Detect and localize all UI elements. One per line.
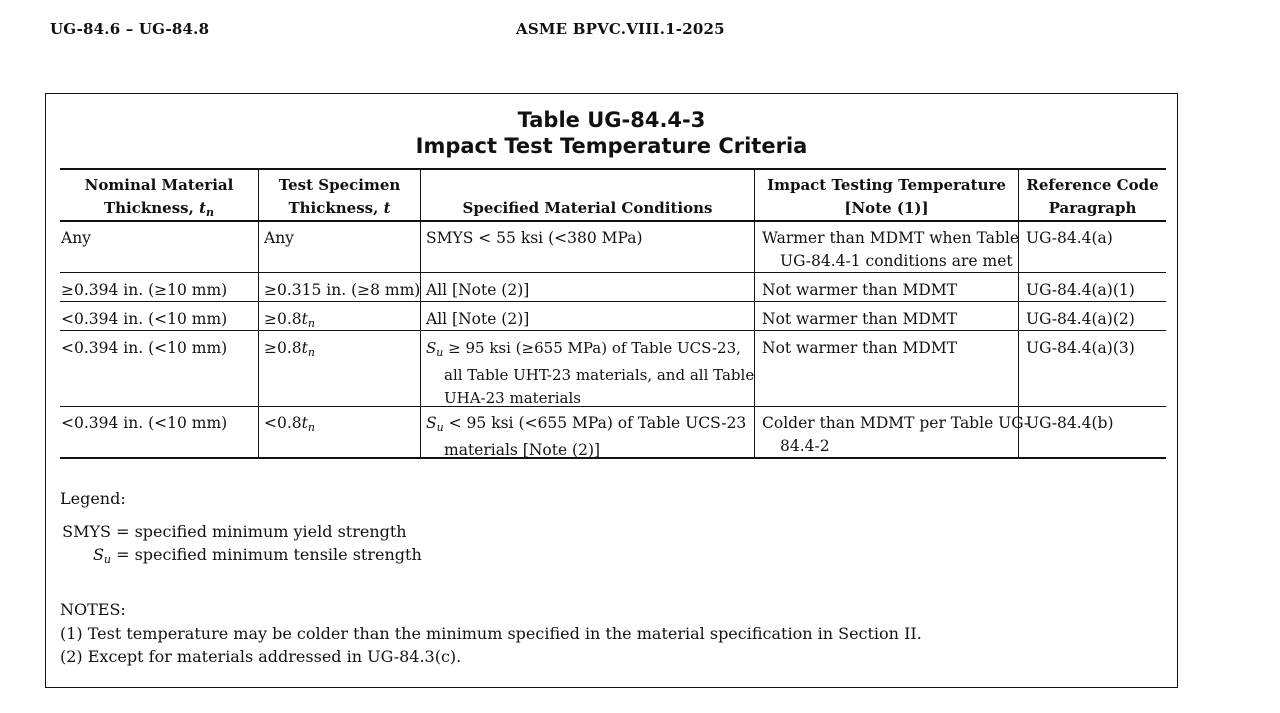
running-header-left: UG-84.6 – UG-84.8 (50, 20, 210, 38)
running-header-center: ASME BPVC.VIII.1-2025 (516, 20, 725, 38)
cell-reference: UG-84.4(b) (1026, 414, 1114, 432)
table-number: Table UG-84.4-3 (517, 108, 706, 132)
table-frame (45, 93, 1178, 688)
cell-conditions: All [Note (2)] (426, 281, 530, 299)
legend-entry-smys: SMYS = specified minimum yield strength (62, 522, 407, 541)
cell-specimen: Any (264, 229, 294, 247)
cell-nominal: <0.394 in. (<10 mm) (61, 310, 228, 328)
legend-entry-su: $S_u$ = specified minimum tensile strength (92, 545, 422, 566)
notes-heading: NOTES: (60, 600, 126, 619)
column-header-reference: Reference Code Paragraph (1026, 176, 1159, 217)
cell-specimen: $\ge 0.8t_n$ (264, 339, 315, 359)
column-header-nominal-thickness: Nominal Material Thickness, $t_n$ (84, 176, 234, 219)
cell-nominal: <0.394 in. (<10 mm) (61, 339, 228, 357)
cell-specimen: $\ge 0.8t_n$ (264, 310, 315, 330)
cell-conditions: $S_u < 95$ ksi (<655 MPa) of Table UCS-23 materials [Note (2)] (426, 414, 747, 459)
cell-specimen: $<0.8t_n$ (264, 414, 315, 434)
cell-nominal: Any (61, 229, 91, 247)
cell-conditions: All [Note (2)] (426, 310, 530, 328)
cell-temperature: Not warmer than MDMT (762, 310, 958, 328)
cell-temperature: Not warmer than MDMT (762, 281, 958, 299)
cell-conditions: $S_u \ge 95$ ksi (≥655 MPa) of Table UCS-23, all Table UHT-23 materials, and all Table UHA-23 materials (426, 339, 755, 407)
cell-conditions: SMYS < 55 ksi (<380 MPa) (426, 229, 643, 247)
column-header-specimen-thickness: Test Specimen Thickness, t (278, 176, 401, 217)
note-1: (1) Test temperature may be colder than the minimum specified in the material specification in Section II. (60, 624, 922, 643)
table-title: Impact Test Temperature Criteria (415, 134, 808, 158)
cell-temperature: Colder than MDMT per Table UG-84.4-2 (762, 414, 1030, 455)
cell-specimen: ≥0.315 in. (≥8 mm) (264, 281, 421, 299)
cell-reference: UG-84.4(a) (1026, 229, 1113, 247)
cell-nominal: ≥0.394 in. (≥10 mm) (61, 281, 228, 299)
cell-reference: UG-84.4(a)(2) (1026, 310, 1135, 328)
note-2: (2) Except for materials addressed in UG-84.3(c). (60, 647, 462, 666)
table-top-rule (60, 168, 1166, 170)
column-header-temperature: Impact Testing Temperature [Note (1)] (767, 176, 1006, 217)
cell-reference: UG-84.4(a)(3) (1026, 339, 1135, 357)
cell-reference: UG-84.4(a)(1) (1026, 281, 1135, 299)
cell-temperature: Not warmer than MDMT (762, 339, 958, 357)
cell-nominal: <0.394 in. (<10 mm) (61, 414, 228, 432)
column-header-conditions: Specified Material Conditions (462, 199, 713, 217)
cell-temperature: Warmer than MDMT when Table UG-84.4-1 conditions are met (762, 229, 1019, 270)
legend-heading: Legend: (60, 489, 126, 508)
